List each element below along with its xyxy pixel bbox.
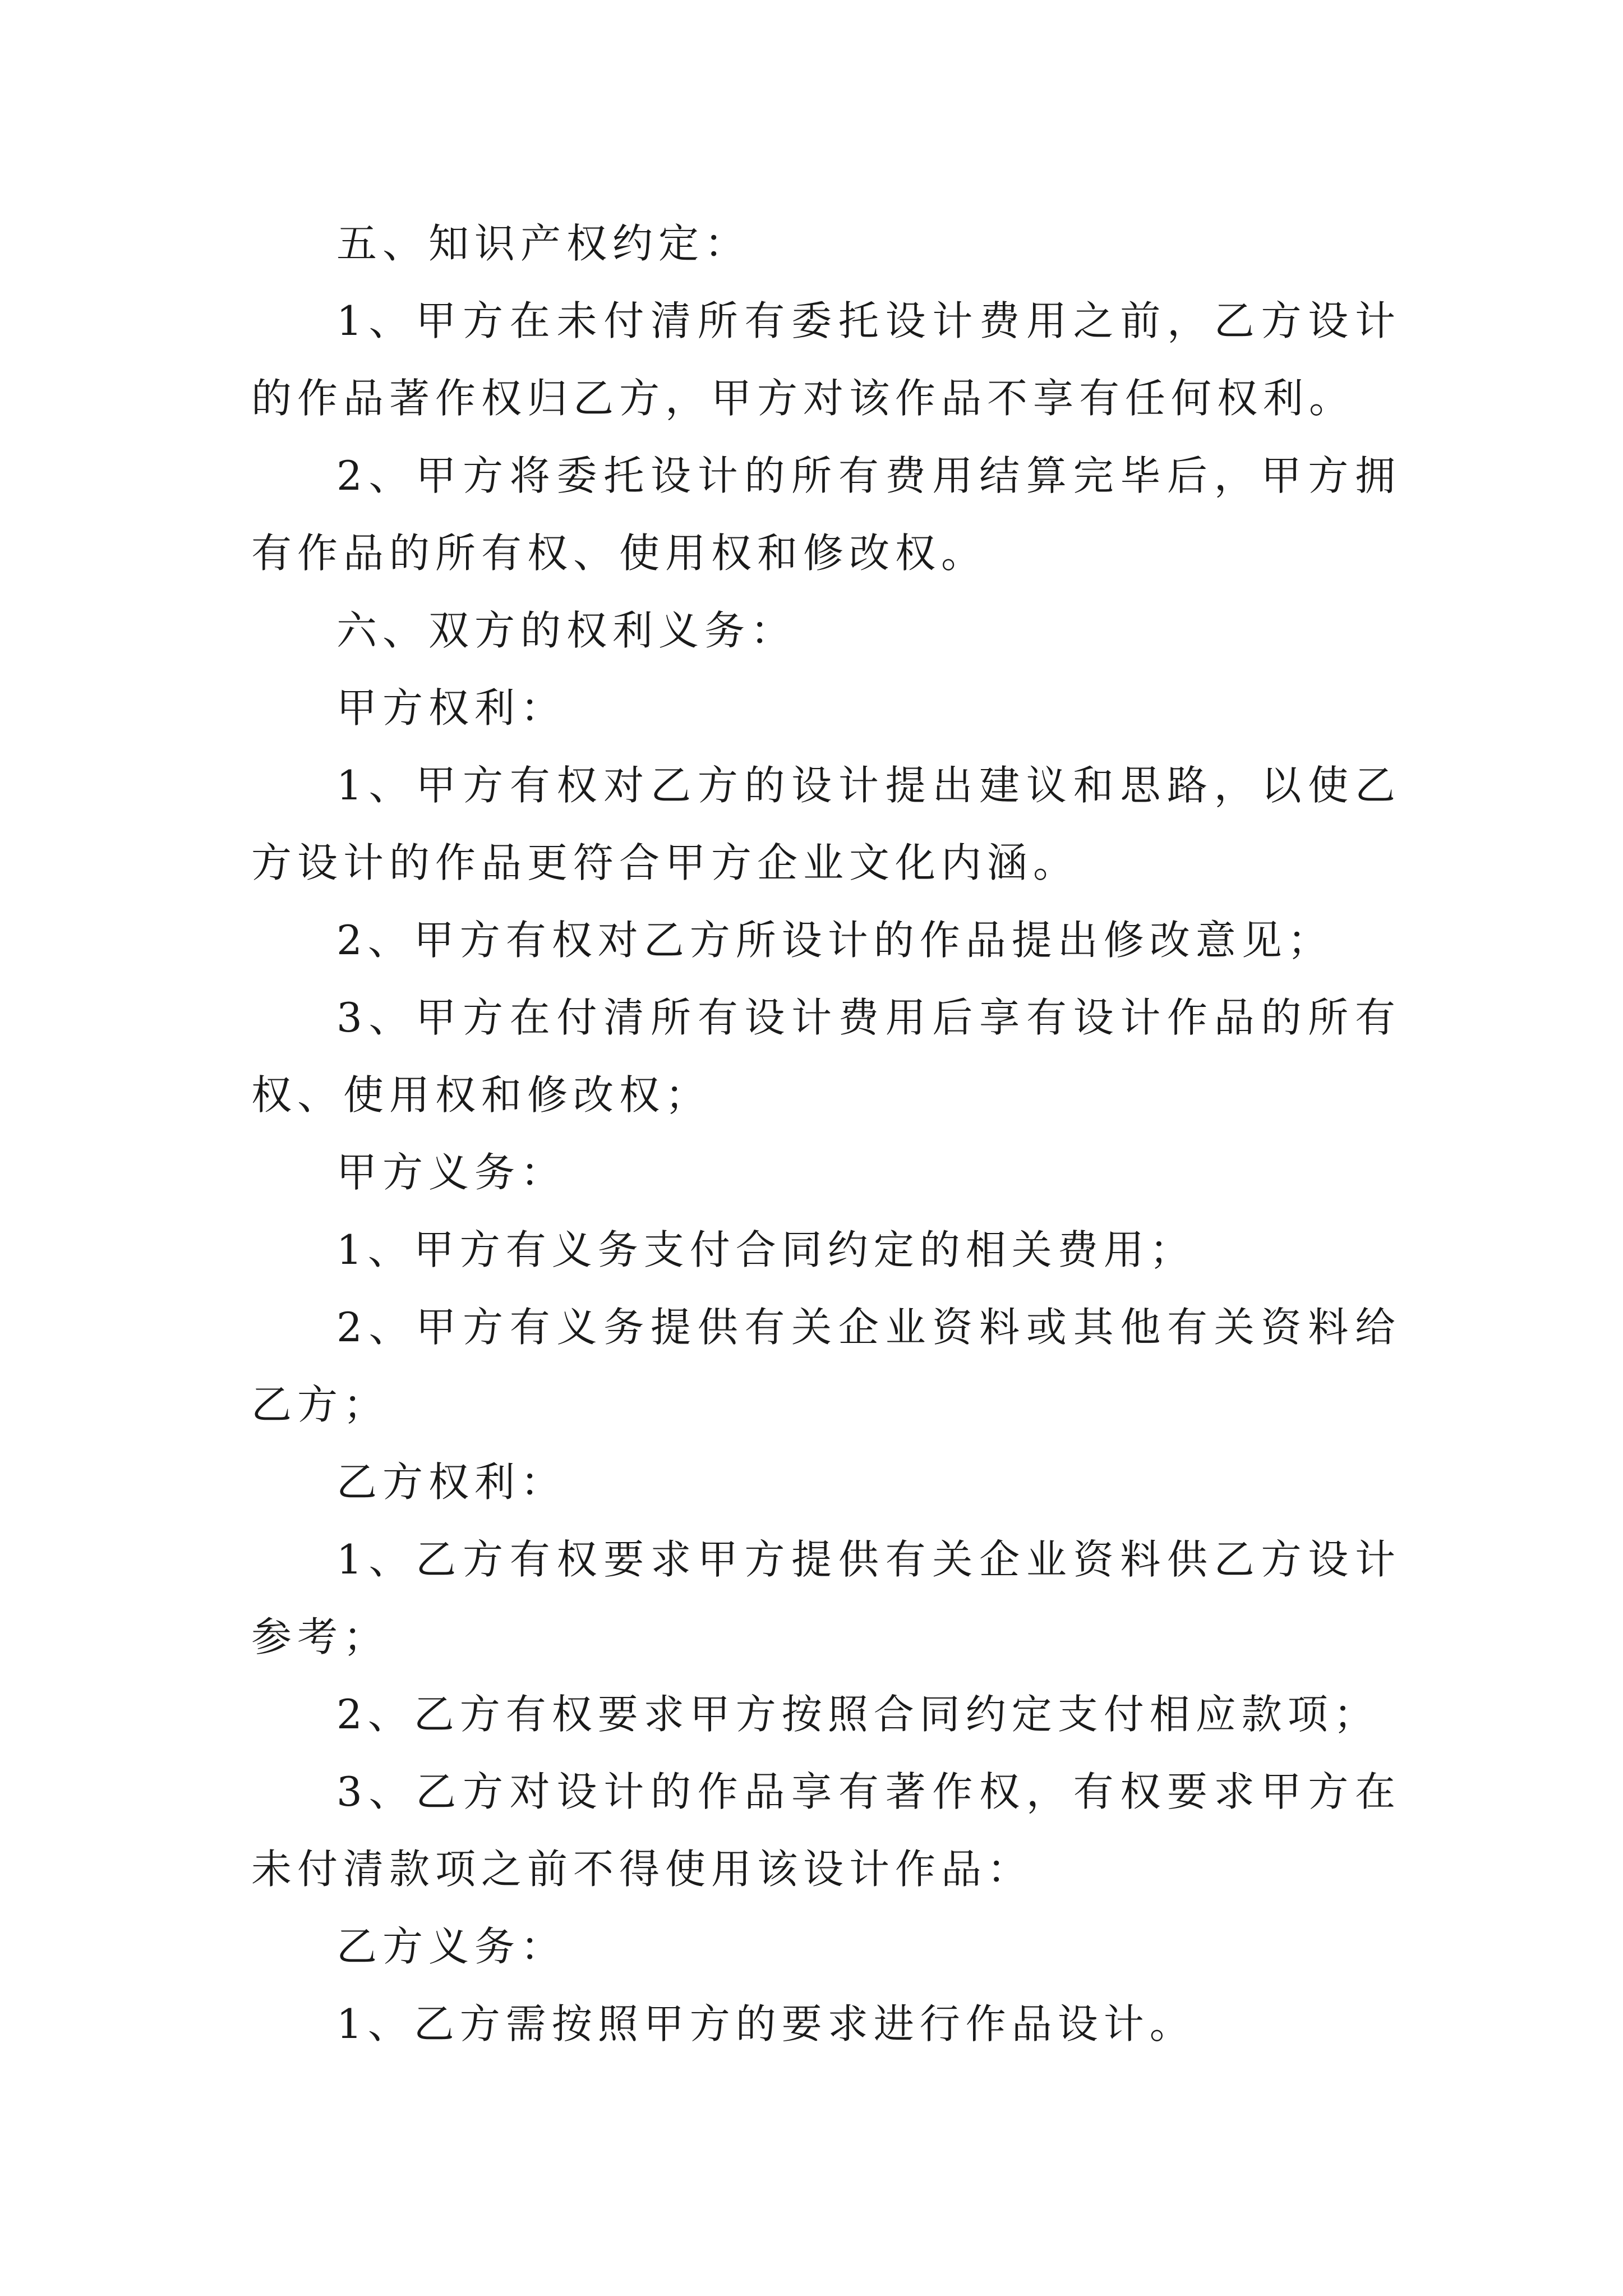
paragraph-party-a-right-3: 3、甲方在付清所有设计费用后享有设计作品的所有权、使用权和修改权； xyxy=(251,994,1401,1119)
paragraph-party-a-obligation-2: 2、甲方有义务提供有关企业资料或其他有关资料给乙方； xyxy=(251,1304,1401,1428)
paragraph-party-b-obligation-1: 1、乙方需按照甲方的要求进行作品设计。 xyxy=(336,2000,1196,2047)
subheading-party-b-rights: 乙方权利： xyxy=(336,1458,567,1506)
paragraph-party-b-right-2: 2、乙方有权要求甲方按照合同约定支付相应款项； xyxy=(336,1691,1380,1738)
paragraph-party-a-obligation-1: 1、甲方有义务支付合同约定的相关费用； xyxy=(336,1226,1196,1273)
paragraph-party-a-right-1: 1、甲方有权对乙方的设计提出建议和思路，以使乙方设计的作品更符合甲方企业文化内涵。 xyxy=(251,762,1401,886)
section-heading-rights-obligations: 六、双方的权利义务： xyxy=(336,607,797,654)
paragraph-ip-clause-1: 1、甲方在未付清所有委托设计费用之前，乙方设计的作品著作权归乙方，甲方对该作品不享有任何权利。 xyxy=(251,297,1401,422)
paragraph-party-a-right-2: 2、甲方有权对乙方所设计的作品提出修改意见； xyxy=(336,917,1334,964)
document-body xyxy=(251,205,1401,2063)
paragraph-party-b-right-3: 3、乙方对设计的作品享有著作权，有权要求甲方在未付清款项之前不得使用该设计作品： xyxy=(251,1768,1401,1893)
paragraph-party-b-right-1: 1、乙方有权要求甲方提供有关企业资料供乙方设计参考； xyxy=(251,1536,1401,1660)
paragraph-ip-clause-2: 2、甲方将委托设计的所有费用结算完毕后，甲方拥有作品的所有权、使用权和修改权。 xyxy=(251,452,1401,577)
section-heading-ip: 五、知识产权约定： xyxy=(336,220,751,267)
subheading-party-a-rights: 甲方权利： xyxy=(336,684,567,731)
subheading-party-a-obligations: 甲方义务： xyxy=(336,1149,567,1196)
subheading-party-b-obligations: 乙方义务： xyxy=(336,1923,567,1970)
